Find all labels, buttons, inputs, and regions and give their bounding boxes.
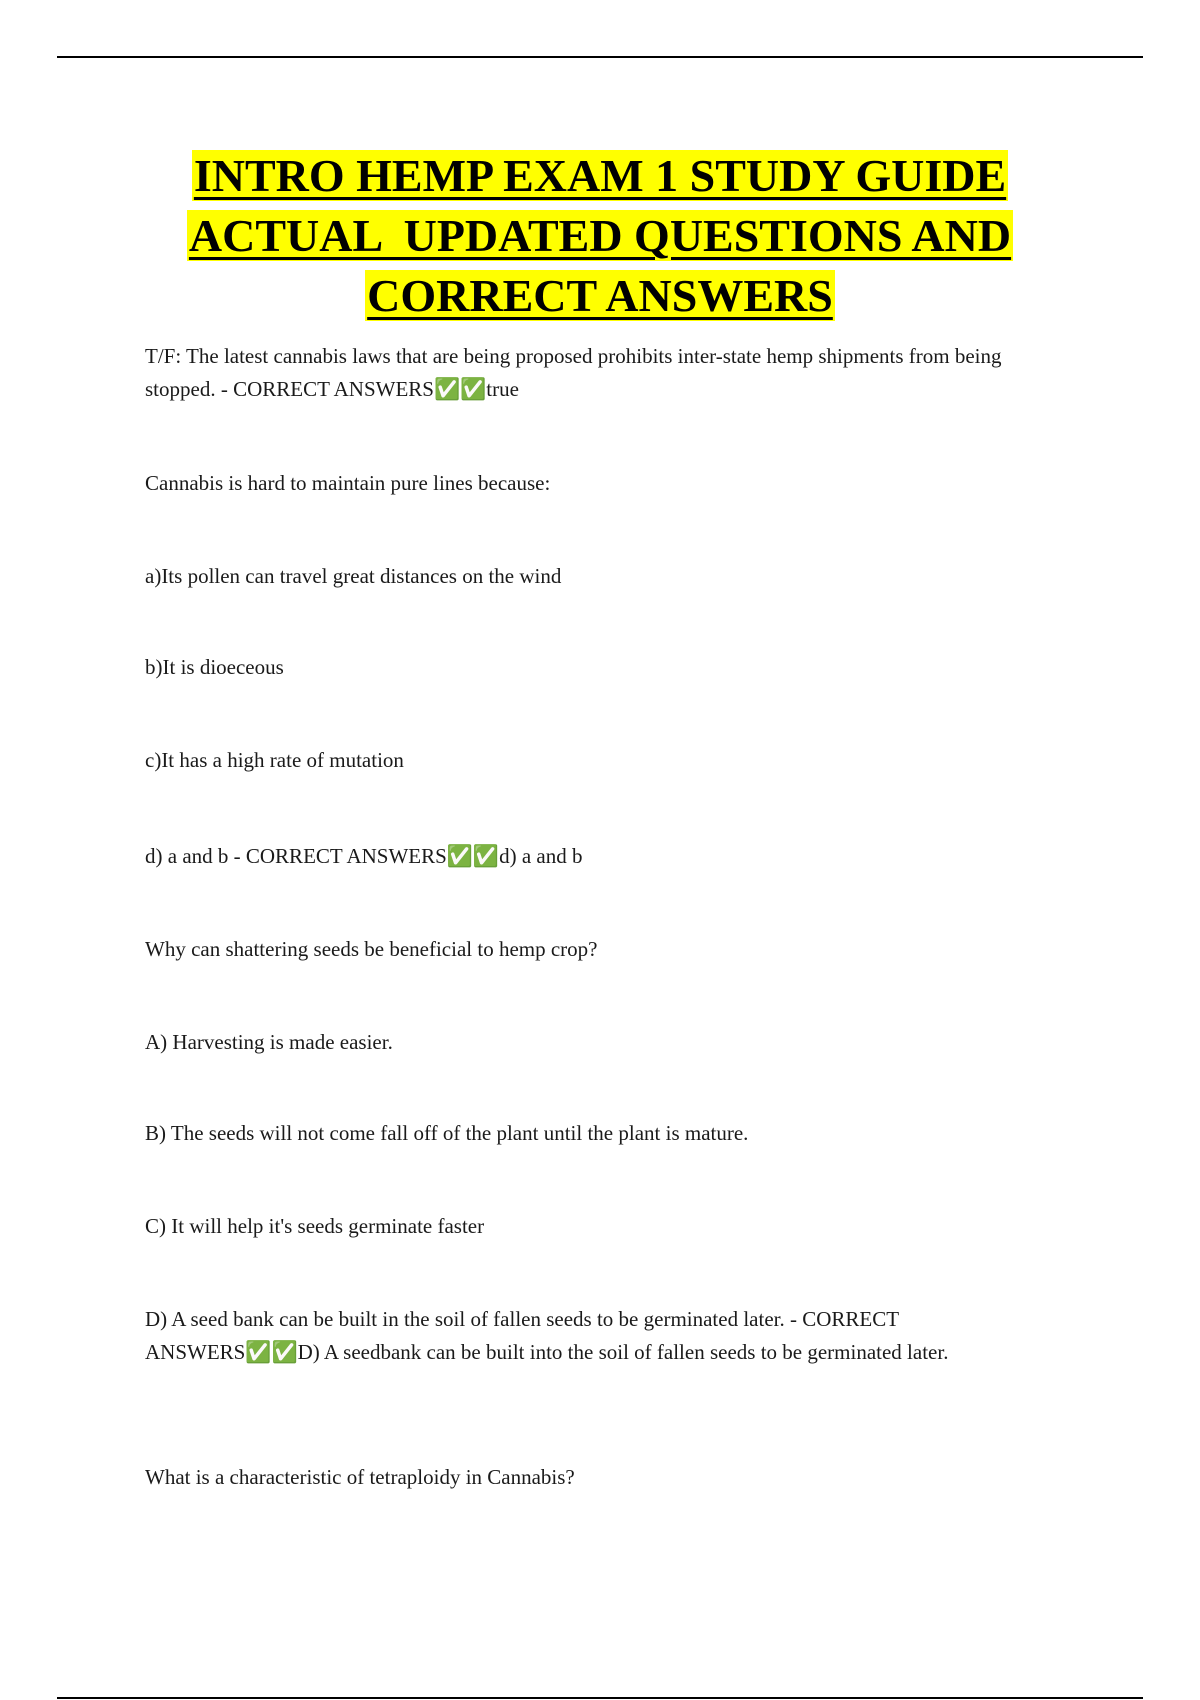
question-tetraploidy: What is a characteristic of tetraploidy in Cannabis?	[145, 1465, 575, 1489]
question-shattering-seeds: Why can shattering seeds be beneficial to hemp crop?	[145, 937, 598, 961]
option-c: c)It has a high rate of mutation	[145, 748, 404, 772]
question-tf-hemp-shipments: T/F: The latest cannabis laws that are being proposed prohibits inter-state hemp shipments from being stopped. - CORRECT ANSWERS✅✅true	[145, 344, 1002, 401]
document-title	[100, 146, 1100, 326]
title-text: ACTUAL UPDATED QUESTIONS AND	[188, 210, 1012, 261]
option-d-answer: D) A seed bank can be built in the soil of fallen seeds to be germinated later. - CORRECT ANSWERS✅✅D) A seedbank can be built into the soil of fallen seeds to be germinated later.	[145, 1307, 949, 1364]
title-line	[100, 266, 1100, 326]
option-b: B) The seeds will not come fall off of the plant until the plant is mature.	[145, 1121, 749, 1145]
option-a: A) Harvesting is made easier.	[145, 1030, 393, 1054]
title-line	[100, 146, 1100, 206]
top-rule	[57, 56, 1143, 58]
title-text: CORRECT ANSWERS	[367, 270, 833, 321]
option-b: b)It is dioeceous	[145, 655, 284, 679]
option-a: a)Its pollen can travel great distances on the wind	[145, 564, 562, 588]
question-pure-lines: Cannabis is hard to maintain pure lines because:	[145, 471, 551, 495]
title-line	[100, 206, 1100, 266]
option-d-answer: d) a and b - CORRECT ANSWERS✅✅d) a and b	[145, 844, 583, 868]
option-c: C) It will help it's seeds germinate faster	[145, 1214, 485, 1238]
bottom-rule	[57, 1697, 1143, 1699]
title-text: INTRO HEMP EXAM 1 STUDY GUIDE	[193, 150, 1007, 201]
